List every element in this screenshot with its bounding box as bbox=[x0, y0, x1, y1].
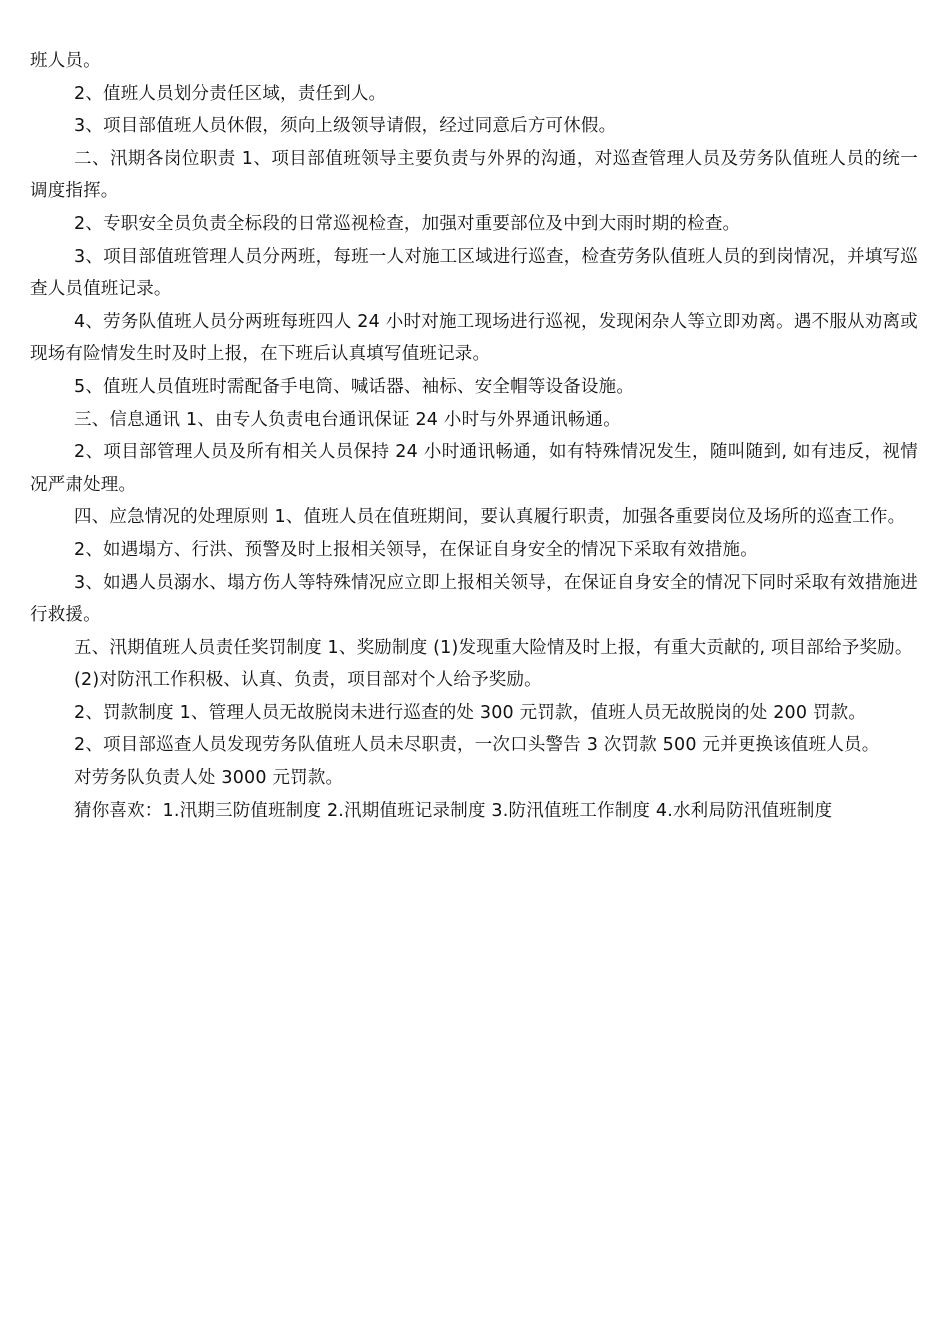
paragraph: 2、值班人员划分责任区域，责任到人。 bbox=[74, 83, 387, 104]
paragraph: (2)对防汛工作积极、认真、负责，项目部对个人给予奖励。 bbox=[74, 670, 542, 691]
section-heading-paragraph: 二、汛期各岗位职责 1、项目部值班领导主要负责与外界的沟通，对巡查管理人员及劳务队值班人员的统一调度指挥。 bbox=[30, 148, 918, 202]
paragraph: 班人员。 bbox=[30, 51, 101, 71]
section-heading-paragraph: 四、应急情况的处理原则 1、值班人员在值班期间，要认真履行职责，加强各重要岗位及场所的巡查工作。 bbox=[74, 507, 906, 528]
paragraph: 对劳务队负责人处 3000 元罚款。 bbox=[74, 768, 344, 789]
document-body bbox=[30, 45, 918, 827]
paragraph: 3、项目部值班人员休假，须向上级领导请假，经过同意后方可休假。 bbox=[74, 116, 617, 137]
paragraph: 2、项目部巡查人员发现劳务队值班人员未尽职责，一次口头警告 3 次罚款 500 元并更换该值班人员。 bbox=[74, 735, 880, 756]
paragraph: 3、项目部值班管理人员分两班，每班一人对施工区域进行巡查，检查劳务队值班人员的到岗情况，并填写巡查人员值班记录。 bbox=[30, 246, 918, 300]
paragraph: 2、如遇塌方、行洪、预警及时上报相关领导，在保证自身安全的情况下采取有效措施。 bbox=[74, 539, 758, 560]
paragraph: 2、罚款制度 1、管理人员无故脱岗未进行巡查的处 300 元罚款，值班人员无故脱岗的处 200 罚款。 bbox=[74, 702, 867, 723]
section-heading-paragraph: 三、信息通讯 1、由专人负责电台通讯保证 24 小时与外界通讯畅通。 bbox=[74, 409, 621, 430]
paragraph: 2、项目部管理人员及所有相关人员保持 24 小时通讯畅通，如有特殊情况发生，随叫随到, 如有违反，视情况严肃处理。 bbox=[30, 442, 918, 495]
section-heading-paragraph: 五、汛期值班人员责任奖罚制度 1、奖励制度 (1)发现重大险情及时上报，有重大贡献的, 项目部给予奖励。 bbox=[74, 637, 913, 658]
paragraph: 4、劳务队值班人员分两班每班四人 24 小时对施工现场进行巡视，发现闲杂人等立即劝离。遇不服从劝离或现场有险情发生时及时上报，在下班后认真填写值班记录。 bbox=[30, 311, 918, 365]
related-links-paragraph: 猜你喜欢：1.汛期三防值班制度 2.汛期值班记录制度 3.防汛值班工作制度 4.水利局防汛值班制度 bbox=[74, 800, 833, 821]
paragraph: 5、值班人员值班时需配备手电筒、喊话器、袖标、安全帽等设备设施。 bbox=[74, 376, 635, 397]
paragraph: 2、专职安全员负责全标段的日常巡视检查，加强对重要部位及中到大雨时期的检查。 bbox=[74, 213, 741, 234]
paragraph: 3、如遇人员溺水、塌方伤人等特殊情况应立即上报相关领导，在保证自身安全的情况下同时采取有效措施进行救援。 bbox=[30, 572, 918, 626]
